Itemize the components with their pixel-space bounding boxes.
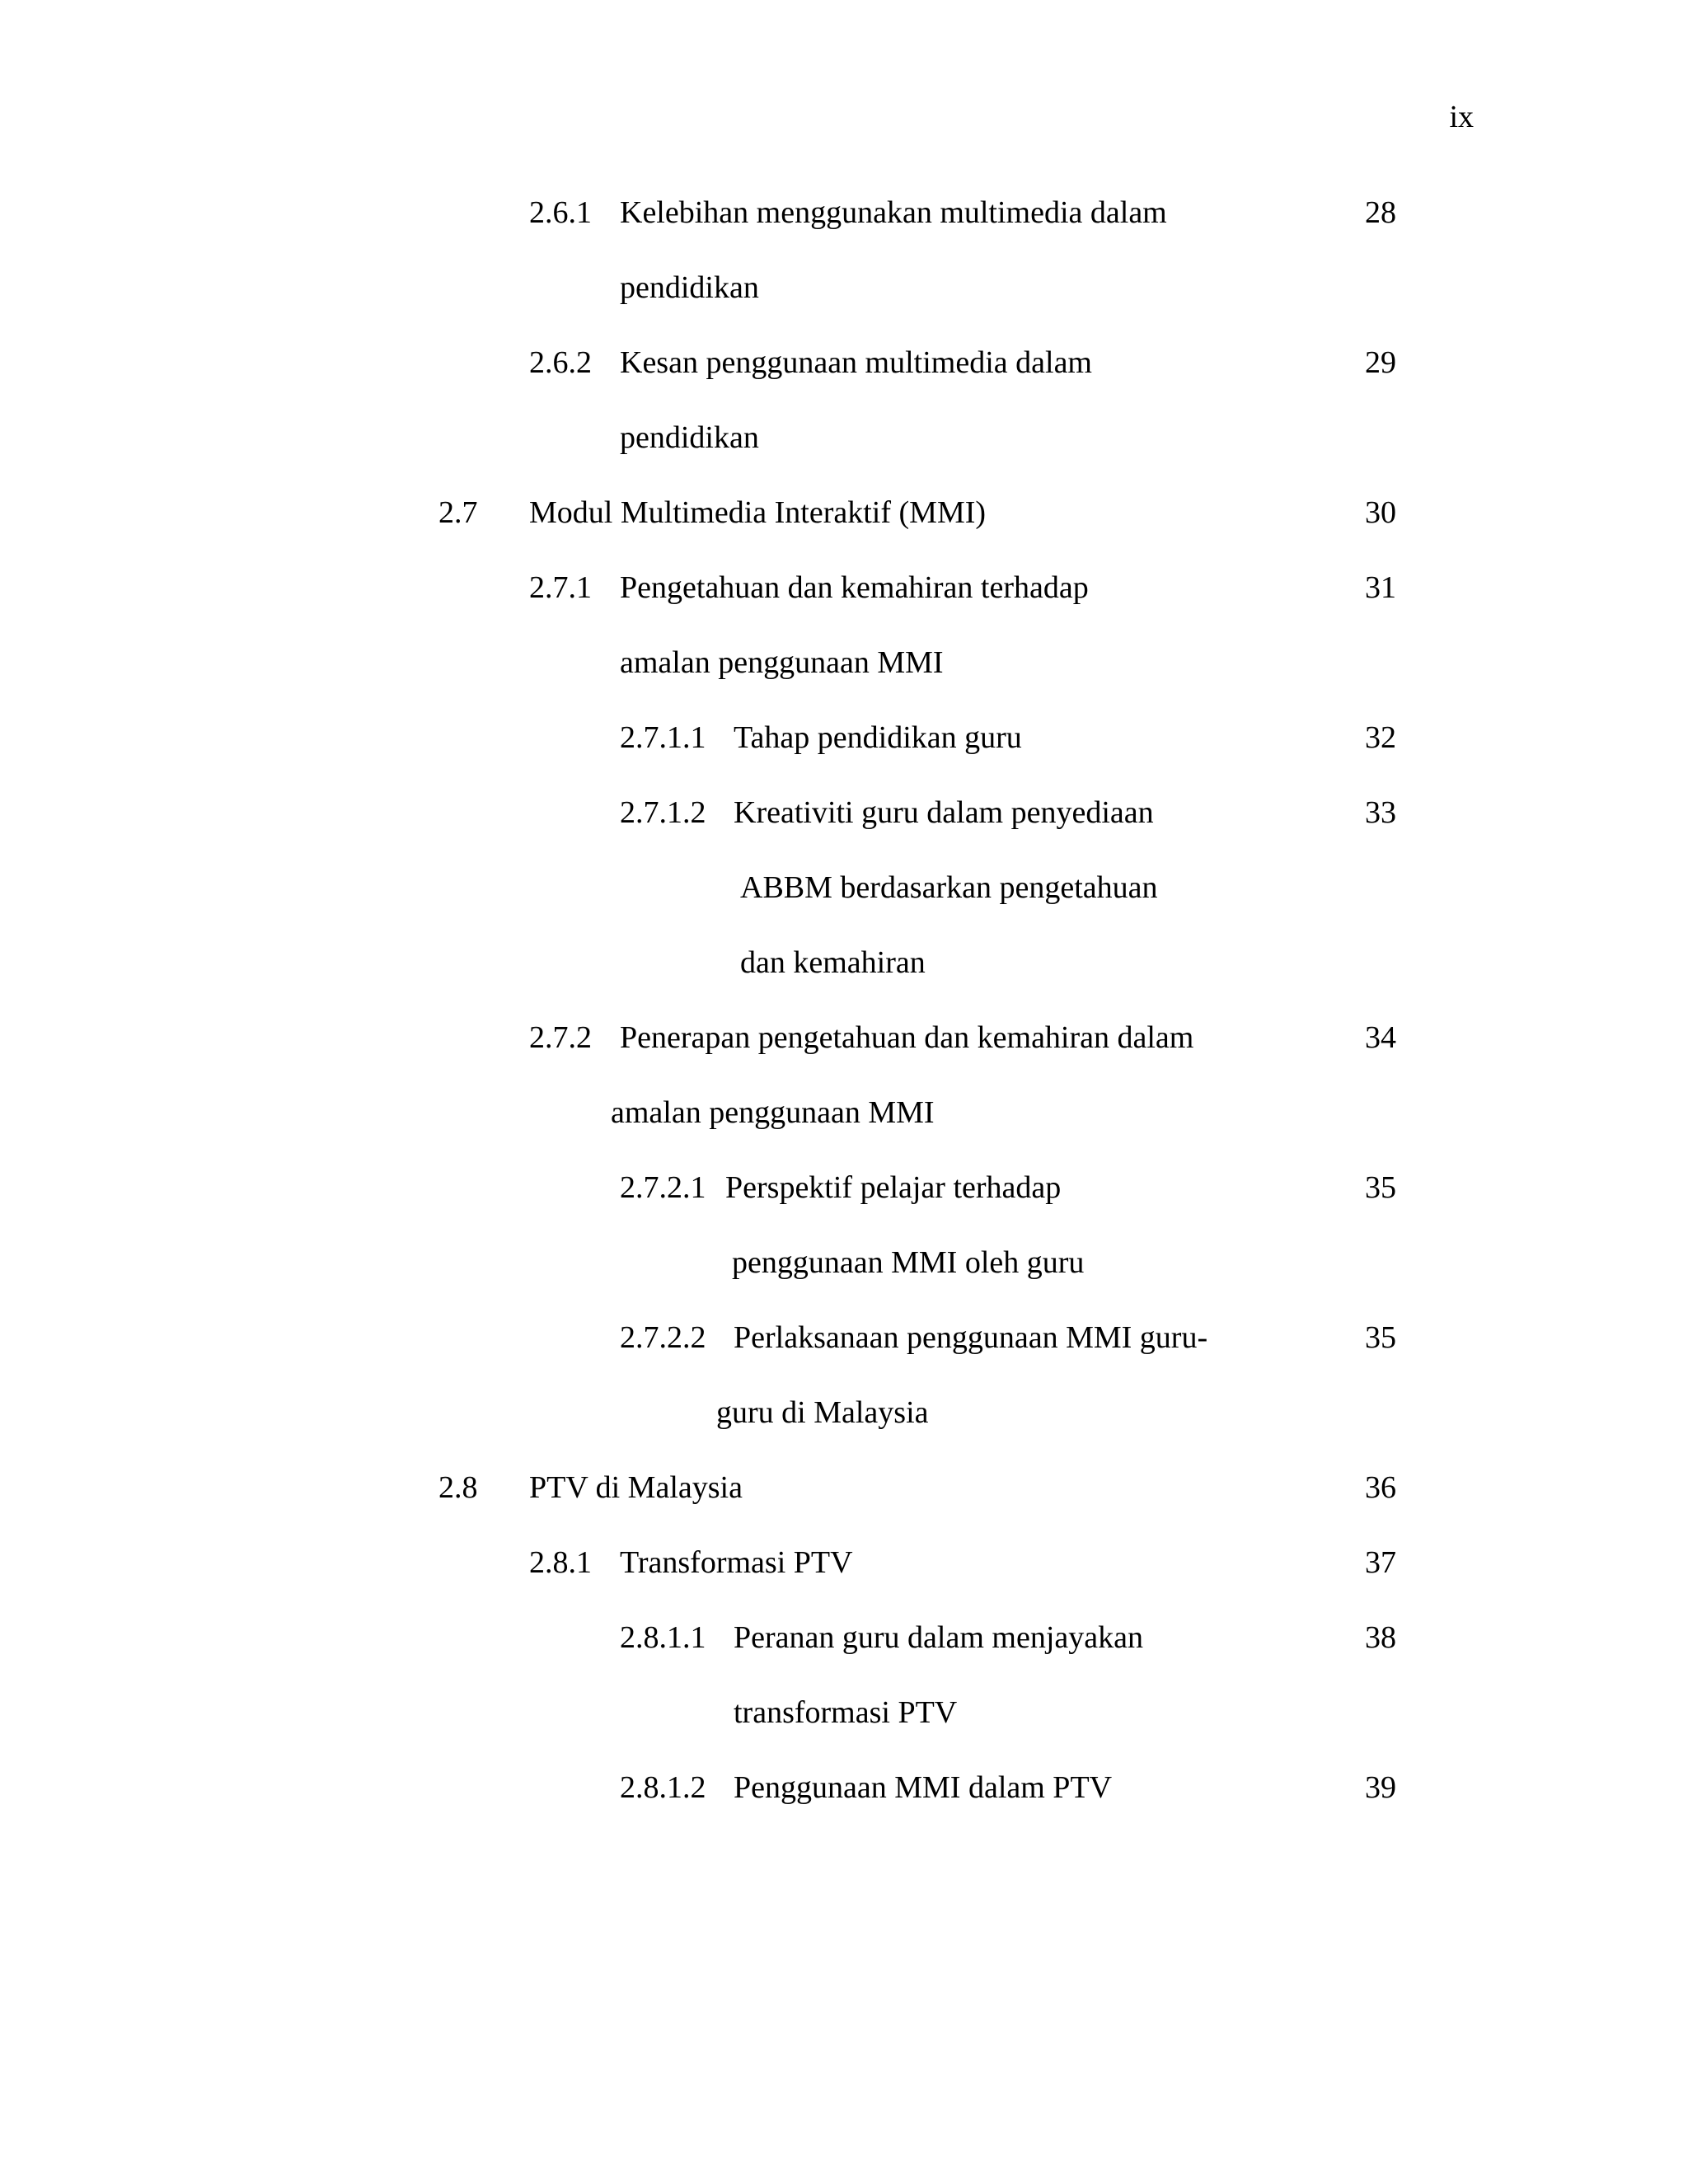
entry-number: 2.7 bbox=[438, 495, 478, 530]
entry-title: Transformasi PTV bbox=[620, 1545, 853, 1580]
entry-title: Perspektif pelajar terhadap bbox=[725, 1170, 1062, 1205]
entry-page: 30 bbox=[1365, 495, 1396, 530]
entry-page: 34 bbox=[1365, 1020, 1396, 1055]
entry-title: Perlaksanaan penggunaan MMI guru- bbox=[734, 1320, 1208, 1355]
entry-page: 35 bbox=[1365, 1320, 1396, 1355]
entry-number: 2.7.2.2 bbox=[620, 1320, 706, 1355]
entry-title: Kesan penggunaan multimedia dalam bbox=[620, 345, 1092, 380]
entry-number: 2.8 bbox=[438, 1470, 478, 1505]
entry-number: 2.7.1.2 bbox=[620, 795, 706, 830]
entry-page: 29 bbox=[1365, 345, 1396, 380]
entry-title: Peranan guru dalam menjayakan bbox=[734, 1620, 1143, 1655]
entry-title-continuation: amalan penggunaan MMI bbox=[620, 645, 944, 680]
entry-number: 2.7.2 bbox=[529, 1020, 592, 1055]
entry-number: 2.7.1.1 bbox=[620, 720, 706, 755]
entry-page: 36 bbox=[1365, 1470, 1396, 1505]
entry-title-continuation: guru di Malaysia bbox=[716, 1395, 929, 1430]
entry-page: 28 bbox=[1365, 195, 1396, 230]
entry-page: 32 bbox=[1365, 720, 1396, 755]
entry-number: 2.8.1.2 bbox=[620, 1770, 706, 1805]
entry-title-continuation: pendidikan bbox=[620, 270, 759, 305]
entry-page: 39 bbox=[1365, 1770, 1396, 1805]
entry-number: 2.7.1 bbox=[529, 570, 592, 605]
page-number: ix bbox=[1449, 100, 1474, 134]
entry-title: Penggunaan MMI dalam PTV bbox=[734, 1770, 1113, 1805]
entry-title: Modul Multimedia Interaktif (MMI) bbox=[529, 495, 987, 530]
entry-title: Tahap pendidikan guru bbox=[734, 720, 1022, 755]
entry-title-continuation-2: dan kemahiran bbox=[740, 945, 926, 980]
entry-title: PTV di Malaysia bbox=[529, 1470, 743, 1505]
entry-page: 37 bbox=[1365, 1545, 1396, 1580]
entry-title-continuation: transformasi PTV bbox=[734, 1695, 958, 1730]
entry-page: 38 bbox=[1365, 1620, 1396, 1655]
entry-number: 2.7.2.1 bbox=[620, 1170, 706, 1205]
entry-title: Kreativiti guru dalam penyediaan bbox=[734, 795, 1154, 830]
entry-number: 2.8.1.1 bbox=[620, 1620, 706, 1655]
entry-number: 2.6.1 bbox=[529, 195, 592, 230]
entry-title-continuation: pendidikan bbox=[620, 420, 759, 455]
entry-title-continuation: amalan penggunaan MMI bbox=[611, 1095, 935, 1130]
entry-page: 35 bbox=[1365, 1170, 1396, 1205]
entry-title: Penerapan pengetahuan dan kemahiran dalam bbox=[620, 1020, 1194, 1055]
entry-title-continuation: ABBM berdasarkan pengetahuan bbox=[740, 870, 1158, 905]
entry-title-continuation: penggunaan MMI oleh guru bbox=[732, 1245, 1085, 1280]
entry-page: 33 bbox=[1365, 795, 1396, 830]
entry-number: 2.6.2 bbox=[529, 345, 592, 380]
entry-title: Pengetahuan dan kemahiran terhadap bbox=[620, 570, 1089, 605]
entry-page: 31 bbox=[1365, 570, 1396, 605]
entry-title: Kelebihan menggunakan multimedia dalam bbox=[620, 195, 1167, 230]
entry-number: 2.8.1 bbox=[529, 1545, 592, 1580]
